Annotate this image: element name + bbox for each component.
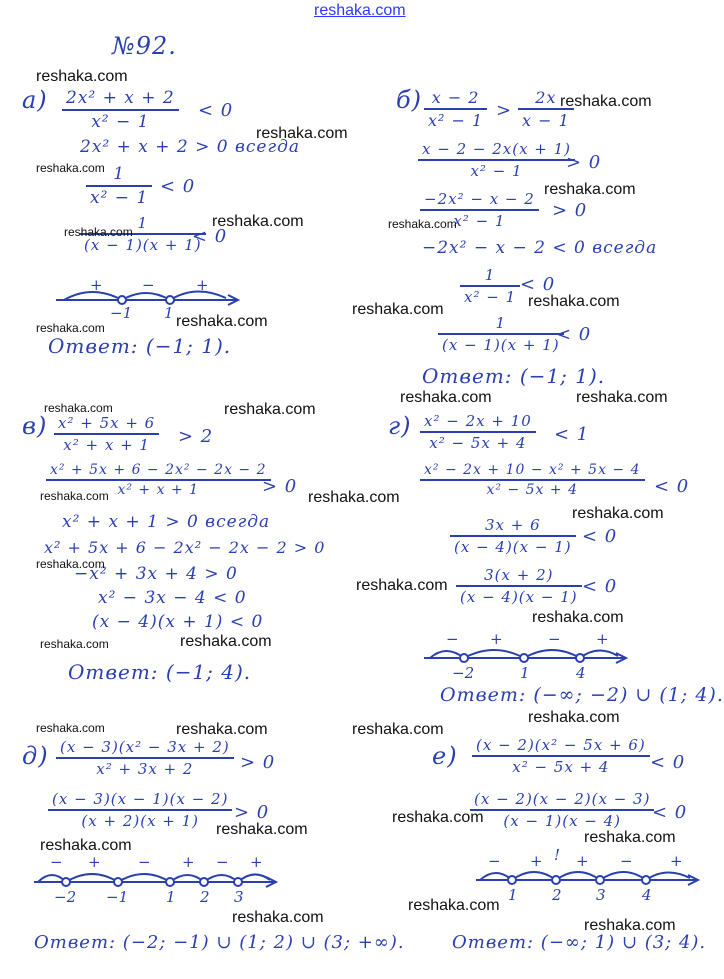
relation: < 0 (520, 274, 556, 295)
numerator: 2x² + x + 2 (62, 88, 179, 111)
watermark: reshaka.com (308, 489, 400, 506)
part-a-label: а) (22, 86, 48, 114)
watermark: reshaka.com (180, 633, 272, 650)
watermark: reshaka.com (392, 809, 484, 826)
point-label: 1 (166, 888, 176, 906)
denominator: x² − 1 (453, 212, 506, 230)
relation: < 0 (650, 752, 686, 773)
relation: > 0 (566, 152, 602, 173)
numerator: x² − 2x + 10 − x² + 5x − 4 (420, 462, 645, 481)
relation: < 0 (582, 576, 618, 597)
sign-label: − (216, 853, 229, 871)
denominator: x² + 3x + 2 (96, 760, 194, 778)
sign-label: + (670, 852, 683, 870)
relation: < 0 (192, 226, 228, 247)
part-g-answer: Ответ: (−∞; −2) ∪ (1; 4). (440, 684, 724, 706)
part-a-line-2: 2x² + x + 2 > 0 всегда (80, 137, 300, 157)
point-marker (460, 654, 468, 662)
watermark: reshaka.com (232, 909, 324, 926)
sign-label: + (576, 852, 589, 870)
relation: < 0 (582, 526, 618, 547)
denominator: (x − 1)(x + 1) (442, 336, 560, 354)
point-marker (234, 878, 242, 886)
point-marker (642, 876, 650, 884)
part-g-label: г) (388, 412, 412, 440)
sign-label: − (138, 853, 151, 871)
watermark: reshaka.com (36, 721, 105, 735)
part-e-answer: Ответ: (−∞; 1) ∪ (3; 4). (452, 932, 707, 953)
numerator: 1 (438, 314, 564, 335)
denominator: (x − 4)(x − 1) (460, 588, 578, 606)
numerator: 3(x + 2) (456, 566, 582, 587)
part-g-fraction-1 (420, 412, 536, 452)
denominator: (x − 1)(x + 1) (84, 236, 202, 254)
watermark: reshaka.com (576, 389, 668, 406)
point-label: 3 (596, 886, 606, 904)
part-g-fraction-3 (450, 516, 576, 556)
numerator: 2x (518, 88, 574, 110)
sign-label: + (196, 276, 209, 294)
sign-label: − (488, 852, 501, 870)
part-g-number-line (424, 630, 634, 682)
watermark: reshaka.com (212, 213, 304, 230)
denominator: x² − 1 (91, 112, 150, 132)
watermark: reshaka.com (356, 577, 448, 594)
point-marker (166, 878, 174, 886)
watermark: reshaka.com (560, 93, 652, 110)
watermark: reshaka.com (584, 917, 676, 934)
numerator: x² − 2x + 10 (420, 412, 536, 433)
part-e-fraction-2 (470, 790, 654, 830)
point-marker (596, 876, 604, 884)
point-label: 4 (642, 886, 652, 904)
sign-label: − (548, 630, 561, 648)
part-v-label: в) (22, 412, 48, 440)
part-a-answer: Ответ: (−1; 1). (48, 334, 232, 358)
part-e-fraction-1 (472, 736, 650, 776)
part-v-answer: Ответ: (−1; 4). (68, 660, 252, 684)
numerator: (x − 2)(x² − 5x + 6) (472, 736, 650, 757)
relation: < 0 (198, 100, 234, 121)
denominator: x² − 5x + 4 (429, 434, 527, 452)
part-v-fraction-1 (54, 414, 159, 454)
denominator: (x − 4)(x − 1) (454, 538, 572, 556)
point-marker (508, 876, 516, 884)
denominator: x² + x + 1 (117, 482, 200, 498)
part-a-fraction-1 (62, 88, 179, 132)
numerator: (x − 2)(x − 2)(x − 3) (470, 790, 654, 811)
sign-label: + (530, 852, 543, 870)
numerator: (x − 3)(x² − 3x + 2) (56, 738, 234, 759)
denominator: x² − 1 (428, 111, 484, 130)
relation: > 0 (552, 200, 588, 221)
part-b-line-4: −2x² − x − 2 < 0 всегда (422, 238, 658, 258)
part-v-line-6: x² − 3x − 4 < 0 (98, 588, 247, 608)
denominator: x² − 5x + 4 (512, 758, 610, 776)
part-b-fraction-1 (424, 88, 487, 130)
watermark: reshaka.com (36, 68, 128, 85)
sign-label: + (182, 853, 195, 871)
numerator: x − 2 (424, 88, 487, 110)
point-label: 1 (164, 304, 174, 322)
point-marker (520, 654, 528, 662)
part-e-number-line (476, 846, 706, 904)
point-marker (118, 296, 126, 304)
point-label: 1 (508, 886, 518, 904)
denominator: x² − 1 (470, 162, 523, 180)
point-label: −2 (54, 888, 77, 906)
relation: < 0 (652, 802, 688, 823)
watermark: reshaka.com (544, 181, 636, 198)
sign-label: + (250, 853, 263, 871)
part-g-fraction-2 (420, 462, 645, 498)
watermark: reshaka.com (40, 837, 132, 854)
sign-label: − (446, 630, 459, 648)
part-b-fraction-2 (418, 140, 575, 180)
watermark: reshaka.com (352, 301, 444, 318)
watermark: reshaka.com (400, 389, 492, 406)
watermark: reshaka.com (408, 897, 500, 914)
numerator: x² + 5x + 6 (54, 414, 159, 435)
part-e-label: е) (432, 742, 458, 770)
denominator: (x − 1)(x − 4) (503, 812, 622, 830)
watermark: reshaka.com (528, 709, 620, 726)
numerator: 3x + 6 (450, 516, 576, 537)
relation: < 0 (654, 476, 690, 497)
part-g-fraction-4 (456, 566, 582, 606)
relation: > (496, 100, 513, 121)
part-b-fraction-5 (438, 314, 564, 354)
relation: > 0 (240, 752, 276, 773)
sign-label: + (88, 853, 101, 871)
sign-label: ! (554, 846, 561, 864)
watermark: reshaka.com (352, 721, 444, 738)
watermark: reshaka.com (216, 821, 308, 838)
part-v-line-3: x² + x + 1 > 0 всегда (62, 512, 271, 532)
relation: < 1 (554, 424, 590, 445)
numerator: 1 (460, 266, 520, 287)
numerator: x² + 5x + 6 − 2x² − 2x − 2 (46, 462, 271, 481)
part-v-line-4: x² + 5x + 6 − 2x² − 2x − 2 > 0 (44, 538, 326, 557)
relation: < 0 (556, 324, 592, 345)
sign-label: − (620, 852, 633, 870)
part-d-label: д) (22, 742, 49, 770)
watermark: reshaka.com (528, 293, 620, 310)
point-marker (166, 296, 174, 304)
relation: > 0 (234, 802, 270, 823)
watermark: reshaka.com (572, 505, 664, 522)
point-label: 4 (576, 664, 586, 682)
problem-number: №92. (112, 32, 177, 60)
watermark: reshaka.com (256, 125, 348, 142)
point-marker (62, 878, 70, 886)
point-marker (114, 878, 122, 886)
part-d-number-line (34, 853, 284, 906)
denominator: x² − 1 (464, 288, 517, 306)
point-label: 2 (552, 886, 562, 904)
watermark: reshaka.com (40, 637, 109, 651)
point-label: 3 (234, 888, 244, 906)
watermark: reshaka.com (64, 225, 133, 239)
watermark: reshaka.com (36, 321, 105, 335)
point-label: −1 (110, 304, 133, 322)
relation: < 0 (160, 176, 196, 197)
point-marker (200, 878, 208, 886)
watermark: reshaka.com (224, 401, 316, 418)
watermark: reshaka.com (532, 609, 624, 626)
point-label: 2 (200, 888, 210, 906)
relation: > 0 (262, 476, 298, 497)
denominator: x − 1 (522, 111, 570, 130)
denominator: (x + 2)(x + 1) (81, 812, 200, 830)
denominator: x² − 1 (90, 188, 149, 208)
watermark: reshaka.com (36, 161, 105, 175)
watermark: reshaka.com (176, 721, 268, 738)
site-link[interactable]: reshaka.com (314, 2, 406, 19)
numerator: x − 2 − 2x(x + 1) (418, 140, 575, 161)
part-d-fraction-2 (48, 790, 232, 830)
point-label: −2 (452, 664, 475, 682)
part-b-fraction-4 (460, 266, 520, 306)
watermark: reshaka.com (36, 557, 105, 571)
sign-label: − (142, 276, 155, 294)
point-label: 1 (520, 664, 530, 682)
part-d-answer: Ответ: (−2; −1) ∪ (1; 2) ∪ (3; +∞). (34, 932, 405, 953)
point-label: −1 (106, 888, 129, 906)
part-b-label: б) (396, 86, 423, 114)
denominator: x² + x + 1 (63, 436, 150, 454)
denominator: x² − 5x + 4 (486, 482, 578, 498)
watermark: reshaka.com (176, 313, 268, 330)
watermark: reshaka.com (40, 489, 109, 503)
numerator: −2x² − x − 2 (420, 190, 539, 211)
numerator: 1 (80, 214, 206, 235)
part-b-answer: Ответ: (−1; 1). (422, 364, 606, 388)
sign-label: + (90, 276, 103, 294)
watermark: reshaka.com (44, 401, 113, 415)
watermark: reshaka.com (584, 829, 676, 846)
point-marker (552, 876, 560, 884)
numerator: 1 (86, 164, 152, 187)
sign-label: + (490, 630, 503, 648)
sign-label: + (596, 630, 609, 648)
point-marker (576, 654, 584, 662)
part-d-fraction-1 (56, 738, 234, 778)
watermark: reshaka.com (388, 217, 457, 231)
part-v-line-5: −x² + 3x + 4 > 0 (74, 564, 238, 584)
part-v-line-7: (x − 4)(x + 1) < 0 (92, 612, 264, 632)
sign-label: − (50, 853, 63, 871)
numerator: (x − 3)(x − 1)(x − 2) (48, 790, 232, 811)
relation: > 2 (178, 426, 214, 447)
